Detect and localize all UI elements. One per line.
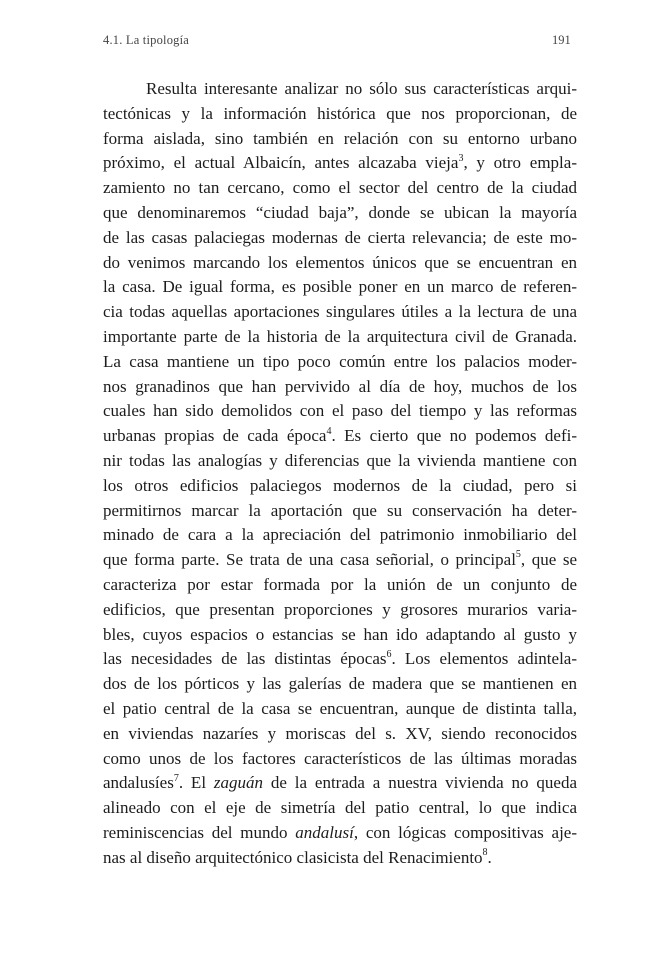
text-line: caracteriza por estar formada por la unión de un conjunto de [103, 574, 577, 594]
text-line: en viviendas nazaríes y moriscas del s. XV, siendo reconocidos [103, 723, 577, 743]
text-line: alineado con el eje de simetría del patio central, lo que indica [103, 798, 577, 818]
text-line: permitirnos marcar la aportación que su conservación ha deter- [103, 500, 577, 520]
text-line: dos de los pórticos y las galerías de madera que se mantienen en [103, 674, 577, 694]
footnote-ref-4[interactable]: 4 [326, 425, 332, 437]
text-line: cia todas aquellas aportaciones singulares útiles a la lectura de una [103, 302, 577, 322]
text-line: forma aislada, sino también en relación con su entorno urbano [103, 128, 577, 148]
text-line: bles, cuyos espacios o estancias se han ido adaptando al gusto y [103, 624, 577, 644]
text-line: urbanas propias de cada época$^4$. Es cierto que no podemos defi- [103, 425, 577, 446]
body-paragraph [103, 77, 577, 871]
text-line: nas al diseño arquitectónico clasicista del Renacimiento$^8$. [103, 847, 492, 867]
italic-term: andalusí [295, 822, 354, 842]
text-line: nos granadinos que han pervivido al día de hoy, muchos de los [103, 376, 577, 396]
text-line: que forma parte. Se trata de una casa señorial, o principal$^5$, que se [103, 549, 577, 570]
text-line: cuales han sido demolidos con el paso del tiempo y las reformas [103, 401, 577, 421]
footnote-ref-7[interactable]: 7 [173, 772, 179, 784]
footnote-ref-6[interactable]: 6 [386, 648, 392, 660]
text-line: zamiento no tan cercano, como el sector del centro de la ciudad [103, 178, 577, 198]
text-line: tectónicas y la información histórica que nos proporcionan, de [103, 103, 577, 123]
text-line: Resulta interesante analizar no sólo sus características arqui- [146, 79, 577, 98]
text-line: la casa. De igual forma, es posible poner en un marco de referen- [103, 277, 577, 297]
italic-term: zaguán [213, 773, 264, 793]
text-line: próximo, el actual Albaicín, antes alcazaba vieja$^3$, y otro empla- [103, 152, 577, 173]
text-line: como unos de los factores característicos de las últimas moradas [103, 748, 577, 768]
text-line: que denominaremos “ciudad baja”, donde se ubican la mayoría [103, 202, 577, 222]
running-head: 4.1. La tipología [103, 33, 190, 47]
footnote-ref-8[interactable]: 8 [482, 847, 488, 859]
text-line: los otros edificios palaciegos modernos de la ciudad, pero si [103, 475, 577, 495]
text-line: do venimos marcando los elementos únicos que se encuentran en [103, 252, 577, 272]
text-line: de las casas palaciegas modernas de cierta relevancia; de este mo- [103, 227, 577, 247]
page-number: 191 [552, 33, 571, 47]
text-line: minado de cara a la apreciación del patrimonio inmobiliario del [103, 525, 577, 545]
text-line: el patio central de la casa se encuentran, aunque de distinta talla, [103, 698, 577, 718]
footnote-ref-5[interactable]: 5 [515, 549, 521, 561]
text-line: importante parte de la historia de la arquitectura civil de Granada. [103, 326, 577, 346]
text-line: edificios, que presentan proporciones y grosores murarios varia- [103, 599, 577, 619]
text-line: nir todas las analogías y diferencias que la vivienda mantiene con [103, 450, 577, 470]
footnote-ref-3[interactable]: 3 [458, 152, 464, 164]
text-line: La casa mantiene un tipo poco común entre los palacios moder- [103, 351, 577, 371]
text-line: las necesidades de las distintas épocas$^6$. Los elementos adintela- [103, 648, 578, 669]
text-line: andalusíes$^7$. El zaguán de la entrada a nuestra vivienda no queda [103, 772, 577, 793]
text-line: reminiscencias del mundo andalusí, con lógicas compositivas aje- [103, 822, 577, 842]
